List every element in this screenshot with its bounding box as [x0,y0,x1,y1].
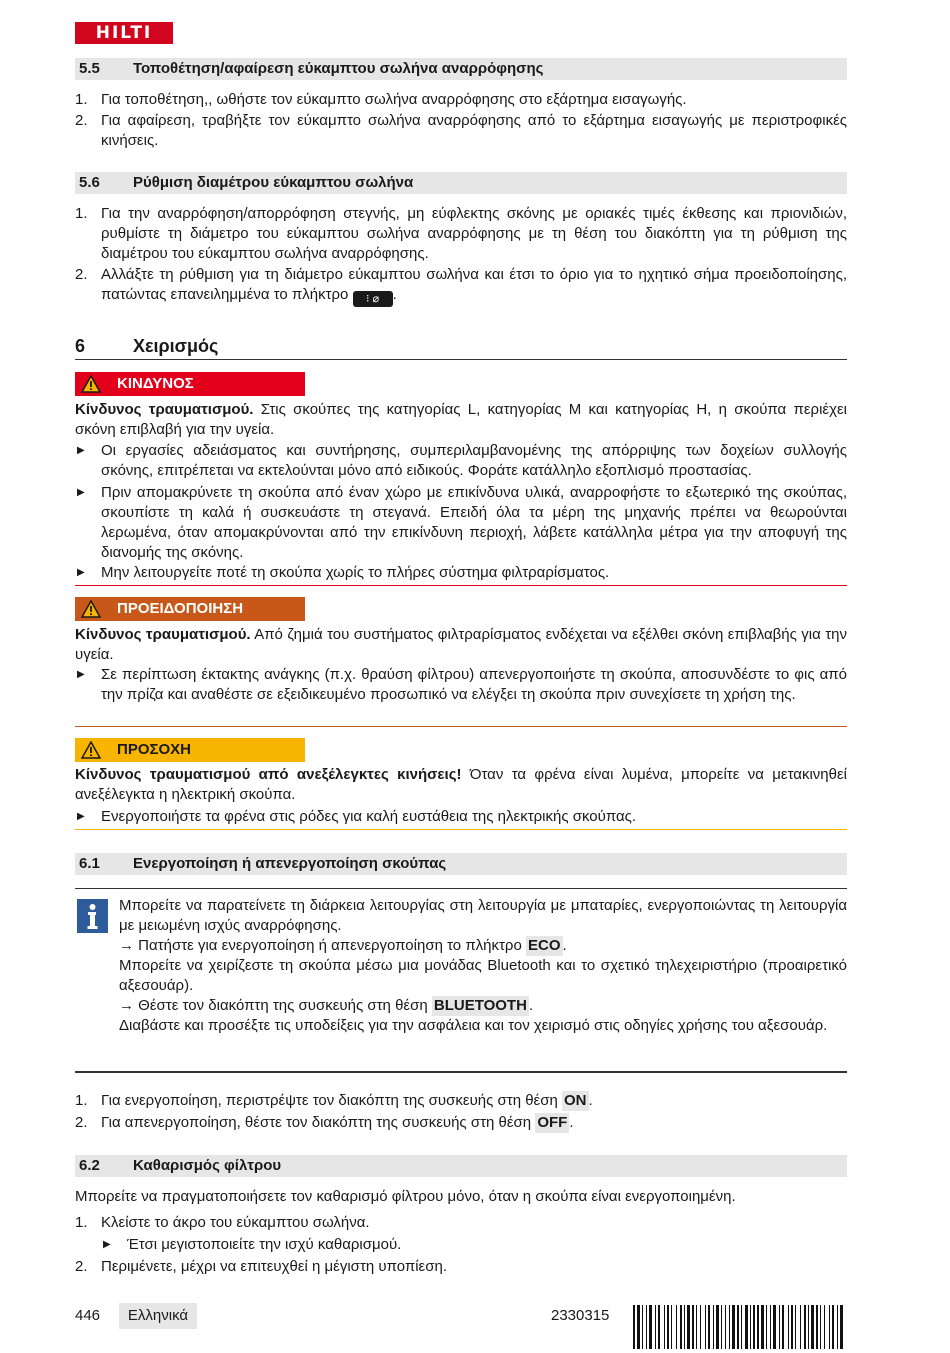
list-item: 1. Για την αναρρόφηση/απορρόφηση στεγνής, μη εύφλεκτης σκόνης με οριακές τιμές έκθεσης και πριονιδιών, ρυθμίστε τη διάμετρο του εύκαμπτου σωλήνα αναρρόφησης με τη θέση του διακόπτη για τη ρύθμιση της διαμέτρου του εύκαμπτου σωλήνα αναρρόφησης. [75,205,847,262]
section-6-2-heading: 6.2 Καθαρισμός φίλτρου [75,1155,847,1177]
barcode-bar [637,1305,640,1349]
barcode-bar [708,1305,710,1349]
barcode-bar [721,1305,722,1349]
barcode-bar [667,1305,669,1349]
list-item: 1. Για τοποθέτηση,, ωθήστε τον εύκαμπτο σωλήνα αναρρόφησης στο εξάρτημα εισαγωγής. [75,91,687,108]
chapter-6-heading: 6 Χειρισμός [75,335,847,360]
barcode-bar [750,1305,751,1349]
barcode-bar [800,1305,801,1349]
barcode-bar [696,1305,697,1349]
barcode [633,1305,846,1349]
barcode-bar [729,1305,730,1349]
barcode-bar [692,1305,694,1349]
barcode-bar [642,1305,643,1349]
barcode-bar [779,1305,780,1349]
barcode-bar [732,1305,735,1349]
barcode-bar [705,1305,706,1349]
barcode-bar [840,1305,843,1349]
barcode-bar [791,1305,793,1349]
danger-bullet: ▶ Οι εργασίες αδειάσματος και συντήρησης, συμπεριλαμβανομένης της απόρριψης των δοχείων συλλογής σκόνης, επιτρέπεται να εκτελούνται μόνο από ειδικούς. Φοράτε κατάλληλο εξοπλισμό προστασίας. [77,442,847,479]
barcode-bar [664,1305,665,1349]
info-icon [77,899,108,933]
off-key: OFF [537,1114,568,1131]
barcode-bar [766,1305,767,1349]
barcode-bar [745,1305,748,1349]
barcode-bar [737,1305,739,1349]
barcode-bar [633,1305,635,1349]
barcode-bar [757,1305,759,1349]
list-item: 1. Κλείστε το άκρο του εύκαμπτου σωλήνα. [75,1214,370,1231]
warning-divider [75,726,847,727]
barcode-bar [782,1305,784,1349]
caution-bullet: ▶ Ενεργοποιήστε τα φρένα στις ρόδες για καλή ευστάθεια της ηλεκτρικής σκούπας. [77,808,637,825]
barcode-bar [649,1305,652,1349]
section-number: 5.6 [79,174,100,191]
barcode-bar [687,1305,690,1349]
barcode-bar [837,1305,838,1349]
list-item: 2. Αλλάξτε τη ρύθμιση για τη διάμετρο εύκαμπτου σωλήνα και έτσι το όριο για το ηχητικό σήμα προειδοποίησης, πατώντας επανειλημμένα το πλήκτρο ⁝ ⌀ . [75,266,847,305]
warning-bullet: ▶ Σε περίπτωση έκτακτης ανάγκης (π.χ. θραύση φίλτρου) απενεργοποιήστε τη σκούπα, αποσυνδέστε το φις από την πρίζα και αναθέστε σε εξειδικευμένο προσωπικό να ελέγξει τη σκούπα πριν συνεχίσετε τη χρήση της. [77,666,847,703]
danger-signal: ΚΙΝΔΥΝΟΣ [75,372,305,396]
language-label: Ελληνικά [119,1303,197,1329]
bullet-arrow-icon: ▶ [77,567,85,578]
barcode-bar [820,1305,821,1349]
hilti-logo: HILTI [75,22,173,44]
on-key: ON [564,1092,587,1109]
bullet-arrow-icon: ▶ [103,1239,111,1250]
info-body: Μπορείτε να παρατείνετε τη διάρκεια λειτουργίας στη λειτουργία με μπαταρίες, ενεργοποιώντας τη λειτουργία με μειωμένη ισχύς αναρρόφησης. → Πατήστε για ενεργοποίηση ή απενεργοποίηση το πλήκτρο ECO . Μπορείτε να χειρίζεστε τη σκούπα μέσω μια μονάδας Bluetooth και το σχετικό τηλεχειριστήριο (προαιρετικό αξεσουάρ). → Θέστε τον διακόπτη της συσκευής στη θέση BLUETOOTH . Διαβάστε και προσέξτε τις υποδείξεις για την ασφάλεια και τον χειρισμό στις οδηγίες χρήσης του αξεσουάρ. [119,897,847,1034]
barcode-bar [684,1305,685,1349]
barcode-bar [788,1305,789,1349]
bullet-arrow-icon: ▶ [77,487,85,498]
caution-lead: Κίνδυνος τραυματισμού από ανεξέλεγκτες κινήσεις! Όταν τα φρένα είναι λυμένα, μπορείτε να μετακινηθεί ανεξέλεγκτα η ηλεκτρική σκούπα. [75,766,847,803]
page-number: 446 [75,1307,101,1324]
warning-triangle-icon [81,741,101,759]
barcode-bar [753,1305,755,1349]
barcode-bar [816,1305,818,1349]
diameter-key-icon: ⁝ ⌀ [353,291,393,307]
barcode-bar [808,1305,809,1349]
barcode-bar [655,1305,656,1349]
warning-lead: Κίνδυνος τραυματισμού. Από ζημιά του συστήματος φιλτραρίσματος ενδέχεται να εξέλθει σκόνη επιβλαβής για την υγεία. [75,626,847,663]
barcode-bar [811,1305,814,1349]
section-intro: Μπορείτε να πραγματοποιήσετε τον καθαρισμό φίλτρου μόνο, όταν η σκούπα είναι ενεργοποιημένη. [75,1188,736,1205]
barcode-bar [804,1305,806,1349]
list-item: 2. Για αφαίρεση, τραβήξτε τον εύκαμπτο σωλήνα αναρρόφησης από το εξάρτημα εισαγωγής με περιστροφικές κινήσεις. [75,112,847,149]
document-code: 2330315 [551,1307,610,1324]
danger-bullet: ▶ Πριν απομακρύνετε τη σκούπα από έναν χώρο με επικίνδυνα υλικά, αναρροφήστε το εξωτερικό της σκούπας, σκουπίστε τη καλά ή συσκευάστε τη στεγανά. Επειδή όλα τα μέρη της μηχανής πρέπει να θεωρούνται λερωμένα, όταν απομακρύνονται από την επικίνδυνη περιοχή, λάβετε κατάλληλα μέτρα για την αποφυγή της διανομής της σκόνης. [77,484,847,561]
barcode-bar [716,1305,719,1349]
barcode-bar [773,1305,776,1349]
section-5-5-heading [75,58,847,80]
barcode-bar [700,1305,701,1349]
barcode-bar [795,1305,796,1349]
barcode-bar [676,1305,677,1349]
danger-lead: Κίνδυνος τραυματισμού. Στις σκούπες της κατηγορίας L, κατηγορίας M και κατηγορίας H, η σκούπα περιέχει σκόνη επιβλαβή για την υγεία. [75,401,847,438]
list-item: 1. Για ενεργοποίηση, περιστρέψτε τον διακόπτη της συσκευής στη θέση ON . [75,1092,593,1109]
bluetooth-key: BLUETOOTH [433,997,527,1014]
danger-divider [75,585,847,586]
barcode-bar [658,1305,660,1349]
barcode-bar [646,1305,647,1349]
barcode-bar [671,1305,672,1349]
barcode-bar [761,1305,764,1349]
warning-triangle-icon [81,600,101,618]
barcode-bar [680,1305,682,1349]
section-5-6-heading [75,172,847,194]
caution-divider [75,829,847,830]
warning-triangle-icon [81,375,101,393]
section-number: 5.5 [79,60,100,77]
barcode-bar [713,1305,714,1349]
info-note [75,888,847,1073]
bullet-arrow-icon: ▶ [77,445,85,456]
barcode-bar [832,1305,834,1349]
bullet-arrow-icon: ▶ [77,811,85,822]
list-item: 2. Περιμένετε, μέχρι να επιτευχθεί η μέγιστη υποπίεση. [75,1258,447,1275]
section-title: Τοποθέτηση/αφαίρεση εύκαμπτου σωλήνα αναρρόφησης [133,60,544,77]
barcode-bar [741,1305,742,1349]
eco-key: ECO [527,937,561,954]
barcode-bar [725,1305,726,1349]
section-6-1-heading: 6.1 Ενεργοποίηση ή απενεργοποίηση σκούπας [75,853,847,875]
result-bullet: ▶ Έτσι μεγιστοποιείτε την ισχύ καθαρισμού. [103,1236,402,1253]
danger-bullet: ▶ Μην λειτουργείτε ποτέ τη σκούπα χωρίς το πλήρες σύστημα φιλτραρίσματος. [77,564,610,581]
barcode-bar [770,1305,771,1349]
list-item: 2. Για απενεργοποίηση, θέστε τον διακόπτη της συσκευής στη θέση OFF . [75,1114,574,1131]
barcode-bar [829,1305,830,1349]
section-title: Ρύθμιση διαμέτρου εύκαμπτου σωλήνα [133,174,414,191]
bullet-arrow-icon: ▶ [77,669,85,680]
caution-signal: ΠΡΟΣΟΧΗ [75,738,305,762]
barcode-bar [824,1305,825,1349]
warning-signal: ΠΡΟΕΙΔΟΠΟΙΗΣΗ [75,597,305,621]
